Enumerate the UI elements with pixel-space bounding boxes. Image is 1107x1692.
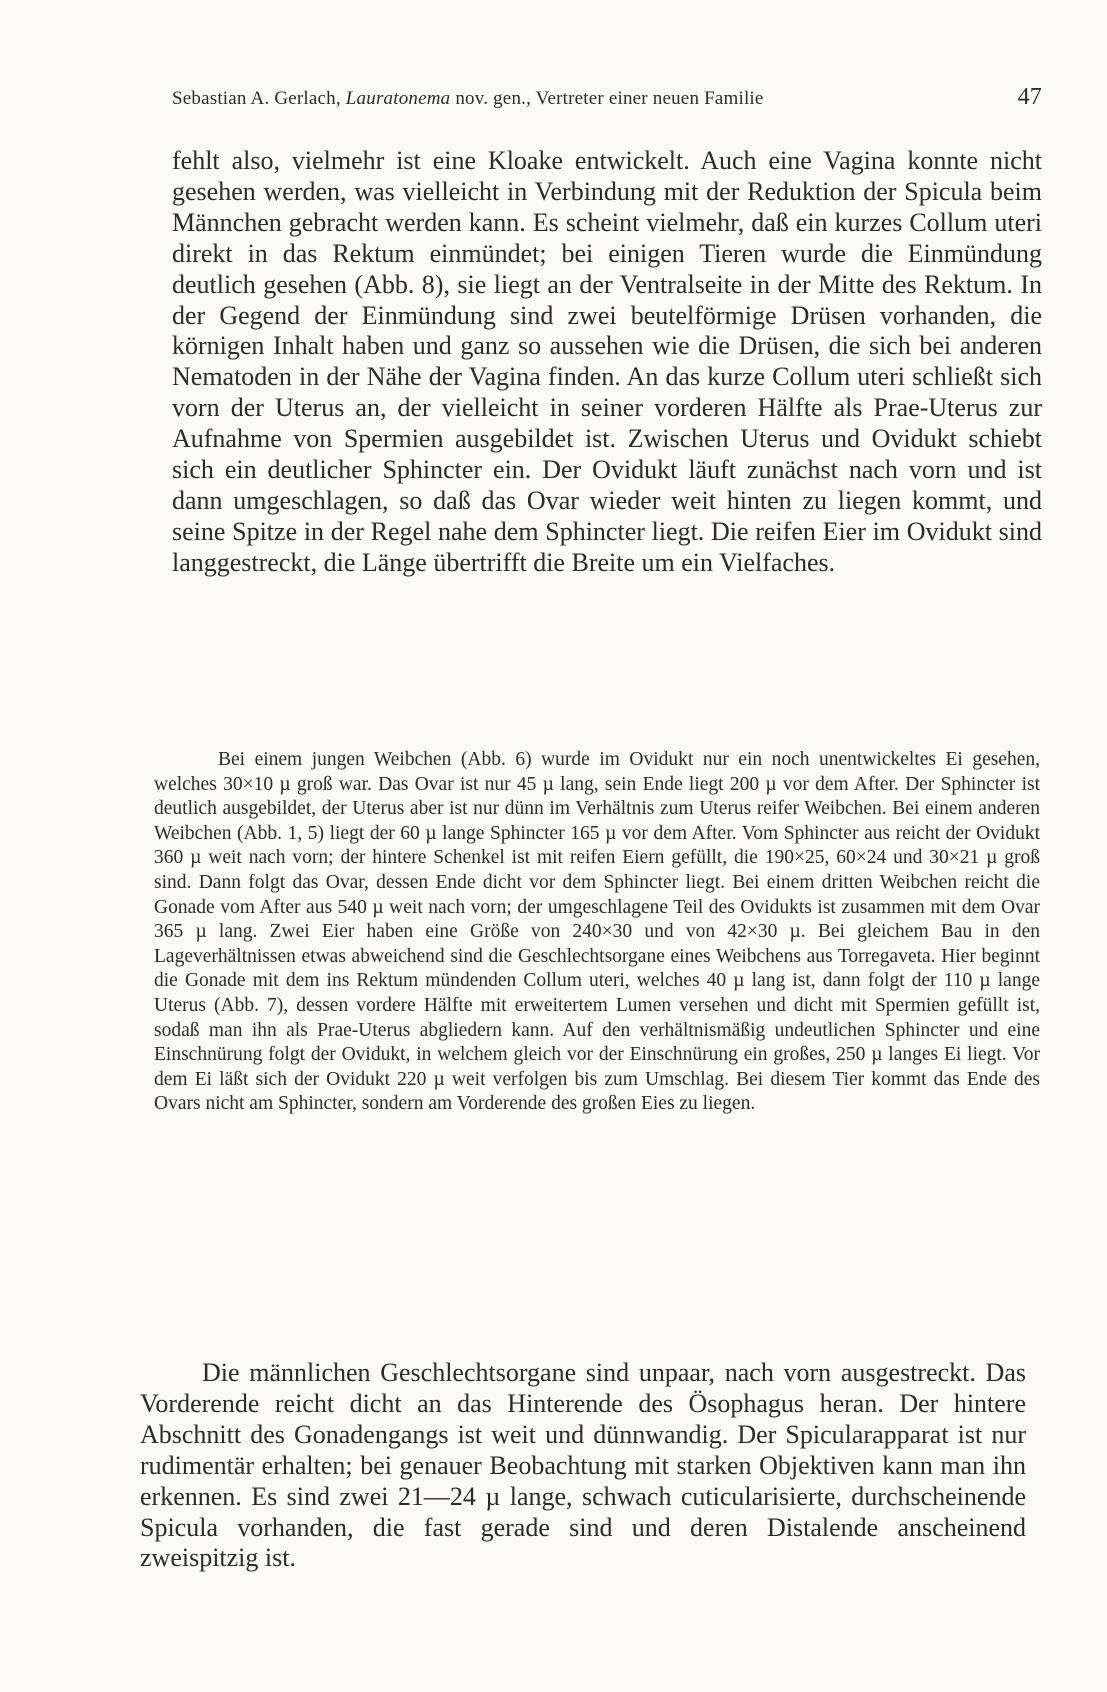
- header-citation: [172, 88, 764, 110]
- body-paragraph-2: Die männlichen Geschlechtsorgane sind unpaar, nach vorn ausgestreckt. Das Vorderende reicht dicht an das Hinterende des Ösophagus heran. Der hintere Abschnitt des Gonadengangs ist weit und dünnwandig. Der Spicularapparat ist nur rudimentär erhalten; bei genauer Beobachtung mit starken Objektiven kann man ihn erkennen. Es sind zwei 21—24 µ lange, schwach cuticularisierte, durchscheinende Spicula vorhanden, die fast gerade sind und deren Distalende anscheinend zweispitzig ist.: [140, 1358, 1026, 1573]
- page-number: 47: [1017, 84, 1042, 110]
- header-genus: Lauratonema: [345, 88, 451, 109]
- body-paragraph-1: fehlt also, vielmehr ist eine Kloake entwickelt. Auch eine Vagina konnte nicht gesehen werden, was vielleicht in Verbindung mit der Reduktion der Spicula beim Männchen gebracht werden kann. Es scheint vielmehr, daß ein kurzes Collum uteri direkt in das Rektum einmündet; bei einigen Tieren wurde die Einmündung deutlich gesehen (Abb. 8), sie liegt an der Ventralseite in der Mitte des Rektum. In der Gegend der Einmündung sind zwei beutelförmige Drüsen vorhanden, die körnigen Inhalt haben und ganz so aussehen wie die Drüsen, die sich bei anderen Nematoden in der Nähe der Vagina finden. An das kurze Collum uteri schließt sich vorn der Uterus an, der vielleicht in seiner vorderen Hälfte als Prae-Uterus zur Aufnahme von Spermien ausgebildet ist. Zwischen Uterus und Ovidukt schiebt sich ein deutlicher Sphincter ein. Der Ovidukt läuft zunächst nach vorn und ist dann umgeschlagen, so daß das Ovar wieder weit hinten zu liegen kommt, und seine Spitze in der Regel nahe dem Sphincter liegt. Die reifen Eier im Ovidukt sind langgestreckt, die Länge übertrifft die Breite um ein Vielfaches.: [172, 146, 1042, 577]
- small-print-paragraph: Bei einem jungen Weibchen (Abb. 6) wurde im Ovidukt nur ein noch unentwickeltes Ei gesehen, welches 30×10 µ groß war. Das Ovar ist nur 45 µ lang, sein Ende liegt 200 µ vor dem After. Der Sphincter ist deutlich ausgebildet, der Uterus aber ist nur dünn im Verhältnis zum Uterus reifer Weibchen. Bei einem anderen Weibchen (Abb. 1, 5) liegt der 60 µ lange Sphincter 165 µ vor dem After. Vom Sphincter aus reicht der Ovidukt 360 µ weit nach vorn; der hintere Schenkel ist mit reifen Eiern gefüllt, die 190×25, 60×24 und 30×21 µ groß sind. Dann folgt das Ovar, dessen Ende dicht vor dem Sphincter liegt. Bei einem dritten Weibchen reicht die Gonade vom After aus 540 µ weit nach vorn; der umgeschlagene Teil des Ovidukts ist zusammen mit dem Ovar 365 µ lang. Zwei Eier haben eine Größe von 240×30 und von 42×30 µ. Bei gleichem Bau in den Lageverhältnissen etwas abweichend sind die Geschlechtsorgane eines Weibchens aus Torregaveta. Hier beginnt die Gonade mit dem ins Rektum mündenden Collum uteri, welches 40 µ lang ist, dann folgt der 110 µ lange Uterus (Abb. 7), dessen vordere Hälfte mit erweitertem Lumen versehen und dicht mit Spermien gefüllt ist, sodaß man ihn als Prae-Uterus abgliedern kann. Auf den verhältnismäßig undeutlichen Sphincter und eine Einschnürung folgt der Ovidukt, in welchem gleich vor der Einschnürung ein großes, 250 µ langes Ei liegt. Vor dem Ei läßt sich der Ovidukt 220 µ weit verfolgen bis zum Umschlag. Bei diesem Tier kommt das Ende des Ovars nicht am Sphincter, sondern am Vorderende des großen Eies zu liegen.: [154, 749, 1040, 1115]
- header-author: Sebastian A. Gerlach,: [172, 88, 346, 109]
- header-title-rest: nov. gen., Vertreter einer neuen Familie: [450, 88, 764, 109]
- running-header: [172, 84, 1042, 111]
